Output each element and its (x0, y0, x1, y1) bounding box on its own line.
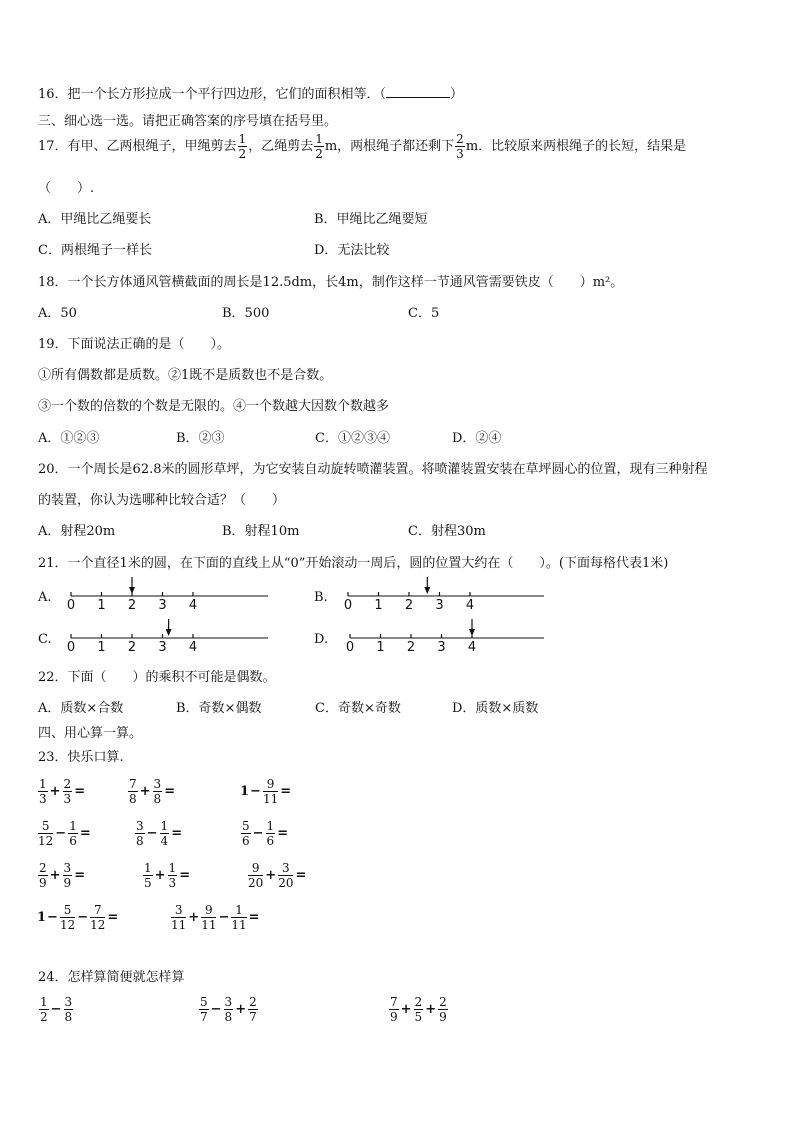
q17-part1: 17．有甲、乙两根绳子，甲绳剪去 (38, 139, 237, 154)
fraction: $\frac{2}{3}$ (456, 132, 464, 161)
tick-label: 1 (97, 640, 106, 655)
option-label: B. (314, 590, 328, 605)
tick-label: 1 (374, 598, 383, 613)
q20-option-c[interactable]: C．射程30m (408, 524, 486, 539)
calc-item: $\frac{1}{2}$ − $\frac{3}{8}$ (40, 995, 73, 1024)
question-19: 19．下面说法正确的是（ ）。 (38, 337, 231, 352)
question-21: 21．一个直径1米的圆，在下面的直线上从“0”开始滚动一周后，圆的位置大约在（ ）。(下面每格代表1米) (38, 556, 669, 571)
question-24: 24．怎样算简便就怎样算 (38, 970, 185, 985)
tick-label: 2 (127, 598, 137, 613)
tick-label: 3 (158, 598, 167, 613)
tick-label: 4 (467, 640, 477, 655)
q17-part2: ，乙绳剪去 (248, 139, 314, 154)
q17-option-c[interactable]: C．两根绳子一样长 (38, 243, 152, 258)
q21-option-c[interactable] (38, 616, 268, 656)
tick-label: 4 (465, 598, 475, 613)
q19-option-b[interactable]: B．②③ (176, 431, 225, 446)
tick-label: 0 (345, 640, 355, 655)
q16-close: ） (450, 87, 464, 102)
q21-option-d[interactable] (314, 616, 544, 656)
option-label: C. (38, 632, 52, 647)
section-3-heading: 三、细心选一选。请把正确答案的序号填在括号里。 (38, 114, 338, 129)
position-arrowhead (129, 587, 135, 594)
q22-option-d[interactable]: D．质数×质数 (452, 701, 539, 716)
q17-part3: m，两根绳子都还剩下 (324, 139, 455, 154)
tick-label: 2 (127, 640, 137, 655)
calc-item: $\frac{9}{20}$ + $\frac{3}{20}$ = (248, 861, 307, 890)
q17-option-b[interactable]: B．甲绳比乙绳要短 (314, 212, 428, 227)
number-line-c (38, 616, 268, 656)
calc-item: $\frac{5}{7}$ − $\frac{3}{8}$ + $\frac{2}{7}$ (200, 995, 257, 1024)
calc-item: $\frac{7}{8}$ + $\frac{3}{8}$ = (129, 777, 176, 806)
calc-item: $\frac{5}{6}$ − $\frac{1}{6}$ = (242, 819, 289, 848)
q19-statement-1: ①所有偶数都是质数。②1既不是质数也不是合数。 (38, 368, 333, 383)
calc-item: 1− $\frac{5}{12}$ − $\frac{7}{12}$ = (37, 903, 119, 932)
tick-label: 0 (343, 598, 353, 613)
q21-option-a[interactable] (38, 574, 268, 614)
q18-option-a[interactable]: A．50 (38, 306, 77, 321)
q17-option-a[interactable]: A．甲绳比乙绳要长 (38, 212, 152, 227)
tick-label: 3 (158, 640, 167, 655)
q21-option-b[interactable] (314, 574, 544, 614)
tick-label: 1 (376, 640, 385, 655)
q22-option-b[interactable]: B．奇数×偶数 (176, 701, 262, 716)
option-label: A. (38, 590, 52, 605)
q20-option-b[interactable]: B．射程10m (222, 524, 300, 539)
calc-item: $\frac{1}{5}$ + $\frac{1}{3}$ = (144, 861, 191, 890)
q19-statement-2: ③一个数的倍数的个数是无限的。④一个数越大因数个数越多 (38, 399, 390, 414)
position-arrowhead (166, 629, 172, 636)
q17-part4: m．比较原来两根绳子的长短，结果是 (465, 139, 687, 154)
question-16 (38, 83, 463, 102)
question-20: 20．一个周长是62.8米的圆形草坪，为它安装自动旋转喷灌装置。将喷灌装置安装在草坪圆心的位置，现有三种射程 (38, 462, 708, 477)
q16-text: 16．把一个长方形拉成一个平行四边形，它们的面积相等．（ (38, 87, 387, 102)
fraction: $\frac{1}{2}$ (315, 132, 323, 161)
question-18: 18．一个长方体通风管横截面的周长是12.5dm，长4m，制作这样一节通风管需要铁皮（ ）m²。 (38, 275, 624, 290)
number-line-b (314, 574, 544, 614)
calc-item: $\frac{3}{11}$ + $\frac{9}{11}$ − $\frac{1}{11}$ = (171, 903, 260, 932)
calc-item: $\frac{3}{8}$ − $\frac{1}{4}$ = (136, 819, 183, 848)
section-4-heading: 四、用心算一算。 (38, 726, 143, 741)
calc-item: $\frac{2}{9}$ + $\frac{3}{9}$ = (39, 861, 86, 890)
question-22: 22．下面（ ）的乘积不可能是偶数。 (38, 670, 276, 685)
tick-label: 3 (435, 598, 444, 613)
position-arrowhead (469, 629, 475, 636)
tick-label: 3 (437, 640, 446, 655)
tick-label: 2 (406, 640, 416, 655)
q17-option-d[interactable]: D．无法比较 (314, 243, 390, 258)
number-line-a (38, 574, 268, 614)
q18-option-c[interactable]: C．5 (408, 306, 440, 321)
tick-label: 2 (404, 598, 414, 613)
q18-option-b[interactable]: B．500 (222, 306, 270, 321)
tick-label: 4 (188, 598, 198, 613)
tick-label: 1 (97, 598, 106, 613)
number-line-d (314, 616, 544, 656)
q19-option-c[interactable]: C．①②③④ (315, 431, 390, 446)
option-label: D. (314, 632, 329, 647)
q22-option-a[interactable]: A．质数×合数 (38, 701, 124, 716)
answer-blank[interactable] (386, 85, 450, 98)
q22-option-c[interactable]: C．奇数×奇数 (315, 701, 401, 716)
calc-item: $\frac{7}{9}$ + $\frac{2}{5}$ + $\frac{2}{9}$ (390, 995, 447, 1024)
q20-line2: 的装置，你认为选哪种比较合适？（ ） (38, 493, 286, 508)
q19-option-a[interactable]: A．①②③ (38, 431, 100, 446)
calc-item: $\frac{1}{3}$ + $\frac{2}{3}$ = (39, 777, 86, 806)
question-17 (38, 133, 686, 160)
q17-line2: （ ）. (38, 181, 95, 196)
q19-option-d[interactable]: D．②④ (452, 431, 502, 446)
question-23: 23．快乐口算. (38, 750, 124, 765)
fraction: $\frac{1}{2}$ (238, 132, 247, 161)
tick-label: 0 (66, 640, 76, 655)
calc-item: 1− $\frac{9}{11}$ = (240, 777, 292, 806)
position-arrowhead (424, 587, 430, 594)
tick-label: 0 (66, 598, 76, 613)
tick-label: 4 (188, 640, 198, 655)
calc-item: $\frac{5}{12}$ − $\frac{1}{6}$ = (38, 819, 91, 848)
q20-option-a[interactable]: A．射程20m (38, 524, 116, 539)
